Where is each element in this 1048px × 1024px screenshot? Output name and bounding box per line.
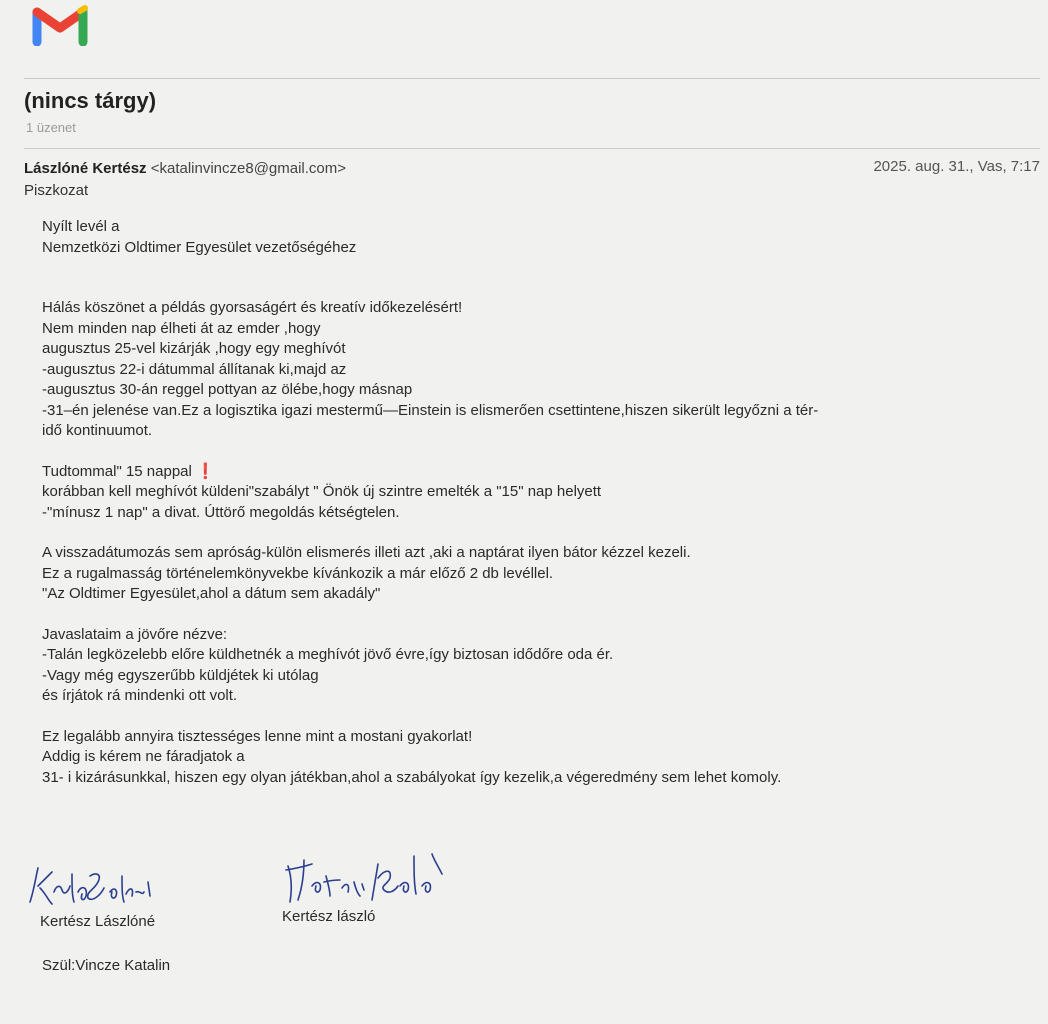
left-signer-name: Kertész Lászlóné	[40, 913, 156, 930]
signature-image-left	[26, 862, 196, 910]
right-signer-name: Kertész lászló	[282, 908, 376, 925]
subject-divider	[24, 148, 1040, 149]
body-line: Ez a rugalmasság történelemkönyvekbe kívánkozik a már előző 2 db levéllel.	[42, 564, 554, 582]
body-paragraph	[42, 298, 1032, 442]
body-line: és írjátok rá mindenki ott volt.	[42, 687, 238, 704]
logo-yellow-stroke	[80, 8, 85, 11]
body-paragraph	[42, 625, 1032, 707]
body-line: Javaslataim a jövőre nézve:	[42, 625, 228, 643]
body-line: "Az Oldtimer Egyesület,ahol a dátum sem akadály"	[42, 585, 381, 602]
message-date: 2025. aug. 31., Vas, 7:17	[873, 158, 1040, 175]
body-line	[42, 462, 1032, 483]
body-line: -Vagy még egyszerűbb küldjétek ki utólag	[42, 666, 319, 684]
body-line: 31- i kizárásunkkal, hiszen egy olyan játékban,ahol a szabályokat így kezelik,a végeredmény sem lehet komoly.	[42, 768, 782, 786]
body-paragraph	[42, 543, 1032, 605]
body-line: Hálás köszönet a példás gyorsaságért és kreatív időkezelésért!	[42, 299, 463, 316]
body-line: -augusztus 22-i dátummal állítanak ki,majd az	[42, 360, 347, 378]
body-paragraph	[42, 727, 1032, 789]
body-line: augusztus 25-vel kizárják ,hogy egy meghívót	[42, 340, 346, 357]
body-line: -augusztus 30-án reggel pottyan az ölébe,hogy másnap	[42, 381, 413, 398]
logo-red-stroke	[37, 12, 83, 28]
birth-name: Szül:Vincze Katalin	[42, 957, 171, 974]
sender-email[interactable]: <katalinvincze8@gmail.com>	[150, 160, 347, 177]
body-line: Nemzetközi Oldtimer Egyesület vezetőségéhez	[42, 238, 357, 256]
body-line: Nyílt levél a	[42, 218, 120, 235]
body-line: -"mínusz 1 nap" a divat. Úttörő megoldás kétségtelen.	[42, 503, 400, 521]
body-line: -Talán legközelebb előre küldhetnék a meghívót jövő évre,így biztosan idődőre oda ér.	[42, 646, 614, 663]
body-line: idő kontinuumot.	[42, 422, 153, 439]
body-paragraph	[42, 462, 1032, 524]
body-line: A visszadátumozás sem apróság-külön elismerés illeti azt ,aki a naptárat ilyen bátor kézzel kezeli.	[42, 544, 691, 561]
body-line: Addig is kérem ne fáradjatok a	[42, 748, 245, 765]
body-line-text: Tudtommal" 15 nappal	[42, 462, 192, 480]
message-count: 1 üzenet	[26, 120, 76, 135]
draft-label: Piszkozat	[24, 182, 89, 199]
sender-line	[24, 160, 346, 177]
body-paragraph	[42, 217, 1032, 258]
red-exclamation-icon: ❗	[196, 462, 215, 480]
body-line: korábban kell meghívót küldeni"szabályt " Önök új szintre emelték a "15" nap helyett	[42, 483, 602, 500]
body-line: Ez legalább annyira tisztességes lenne mint a mostani gyakorlat!	[42, 727, 473, 745]
body-line: -31–én jelenése van.Ez a logisztika igazi mestermű—Einstein is elismerően csettintene,hiszen sikerült legyőzni a tér-	[42, 401, 819, 419]
signature-image-right	[280, 846, 465, 908]
header-divider	[24, 78, 1040, 79]
message-body	[42, 217, 1032, 788]
gmail-logo-icon[interactable]	[31, 2, 89, 46]
body-line: Nem minden nap élheti át az emder ,hogy	[42, 319, 321, 337]
thread-subject: (nincs tárgy)	[24, 88, 157, 113]
sender-name[interactable]: Lászlóné Kertész	[24, 160, 147, 177]
